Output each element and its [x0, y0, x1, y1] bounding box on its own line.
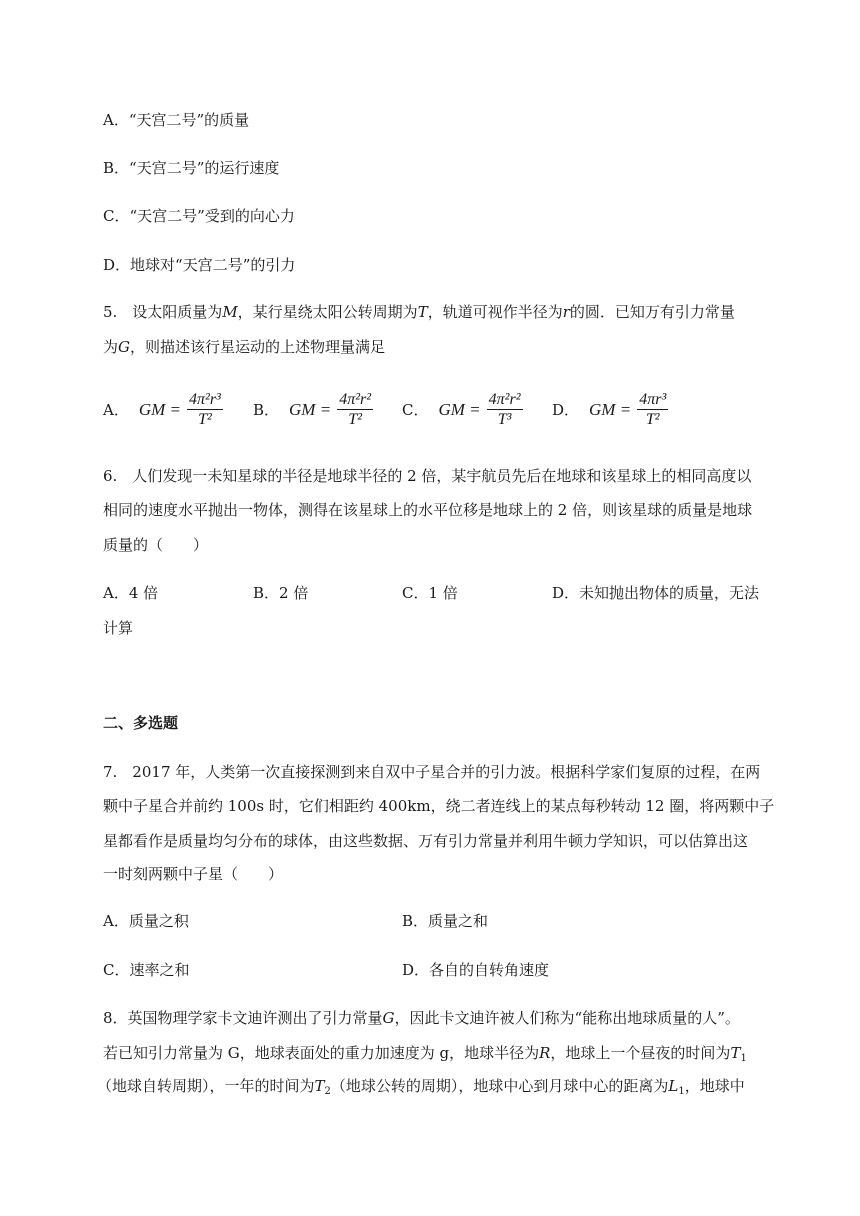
q5-text: ，则描述该行星运动的上述物理量满足	[130, 338, 386, 356]
q4-option-b: B．“天宫二号”的运行速度	[103, 159, 280, 177]
fraction	[187, 390, 223, 429]
q5-option-a	[103, 390, 223, 429]
q8-stem-line2	[103, 1043, 747, 1063]
option-label: A．	[103, 401, 129, 419]
q6-option-b: B．2 倍	[253, 584, 309, 602]
var-T: T	[417, 303, 428, 321]
section-title: 二、多选题	[103, 714, 179, 732]
q8-text: （地球自转周期），一年的时间为	[97, 1077, 315, 1095]
formula-lhs: GM =	[589, 399, 632, 419]
formula-lhs: GM =	[438, 399, 481, 419]
q5-text: ，某行星绕太阳公转周期为	[237, 303, 418, 321]
q8-text: 8．英国物理学家卡文迪许测出了引力常量	[103, 1009, 383, 1027]
var-T1: T	[730, 1044, 741, 1062]
formula-lhs: GM =	[289, 399, 332, 419]
q7-stem-line1: 7. 2017 年，人类第一次直接探测到来自双中子星合并的引力波。根据科学家们复原的过程，在两	[103, 763, 761, 781]
q5-option-c	[402, 390, 523, 429]
q6-option-c: C．1 倍	[402, 584, 458, 602]
q4-option-c: C．“天宫二号”受到的向心力	[103, 207, 295, 225]
q8-text: ，因此卡文迪许被人们称为“能称出地球质量的人”。	[394, 1009, 740, 1027]
q8-stem-line3	[97, 1076, 745, 1096]
numerator: 4π²r²	[339, 391, 372, 408]
q5-option-d	[552, 390, 668, 429]
numerator: 4π²r³	[189, 391, 221, 408]
q7-stem-line4: 一时刻两颗中子星（ ）	[103, 865, 284, 883]
q4-option-d: D．地球对“天宫二号”的引力	[103, 256, 296, 274]
fraction	[337, 390, 373, 429]
var-T2: T	[314, 1077, 325, 1095]
subscript: 1	[740, 1053, 747, 1064]
denominator: T³	[497, 411, 512, 428]
q7-stem-line3: 星都看作是质量均匀分布的球体，由这些数据、万有引力常量并利用牛顿力学知识，可以估算出这	[103, 832, 749, 850]
q6-option-a: A．4 倍	[103, 584, 159, 602]
denominator: T²	[645, 411, 660, 428]
q4-option-a: A．“天宫二号”的质量	[103, 111, 250, 129]
option-label: C．	[402, 401, 429, 419]
q7-option-b: B．质量之和	[402, 912, 489, 930]
fraction	[637, 390, 668, 429]
q7-option-a: A．质量之积	[103, 912, 189, 930]
q6-stem-line3: 质量的（ ）	[103, 536, 209, 554]
numerator: 4π²r²	[488, 391, 521, 408]
var-M: M	[222, 303, 238, 321]
q5-text: ，轨道可视作半径为	[427, 303, 563, 321]
denominator: T²	[348, 411, 362, 428]
subscript: 1	[678, 1086, 685, 1097]
q5-stem-line1	[103, 302, 735, 322]
q7-option-c: C．速率之和	[103, 961, 190, 979]
var-G: G	[118, 338, 130, 356]
fraction	[487, 390, 523, 429]
q6-option-d-continued: 计算	[103, 619, 134, 637]
q8-text: ，地球中	[684, 1077, 745, 1095]
q7-stem-line2: 颗中子星合并前约 100s 时，它们相距约 400km，绕二者连线上的某点每秒转动 12 圈，将两颗中子	[103, 797, 775, 815]
q7-option-d: D．各自的自转角速度	[402, 961, 550, 979]
q6-option-d: D．未知抛出物体的质量，无法	[552, 584, 760, 602]
q8-text: （地球公转的周期），地球中心到月球中心的距离为	[330, 1077, 669, 1095]
var-L1: L	[668, 1077, 679, 1095]
q6-stem-line2: 相同的速度水平抛出一物体，测得在该星球上的水平位移是地球上的 2 倍，则该星球的质量是地球	[103, 501, 753, 519]
q8-text: ，地球上一个昼夜的时间为	[550, 1044, 731, 1062]
q8-text: 若已知引力常量为 G，地球表面处的重力加速度为 g，地球半径为	[103, 1044, 540, 1062]
q8-stem-line1	[103, 1008, 740, 1028]
option-label: D．	[552, 401, 580, 419]
option-label: B．	[253, 401, 280, 419]
q5-text: 为	[103, 338, 119, 356]
q5-option-b	[253, 390, 373, 429]
var-G: G	[382, 1009, 395, 1027]
q6-stem-line1: 6. 人们发现一未知星球的半径是地球半径的 2 倍，某宇航员先后在地球和该星球上的相同高度以	[103, 467, 752, 485]
q5-stem-line2	[103, 337, 385, 357]
denominator: T²	[198, 411, 212, 428]
subscript: 2	[324, 1086, 331, 1097]
formula-lhs: GM =	[138, 399, 182, 419]
var-R: R	[539, 1044, 551, 1062]
q5-text: 5. 设太阳质量为	[103, 303, 223, 321]
numerator: 4πr³	[639, 391, 667, 408]
var-r: r	[562, 303, 570, 321]
q5-text: 的圆．已知万有引力常量	[569, 303, 735, 321]
